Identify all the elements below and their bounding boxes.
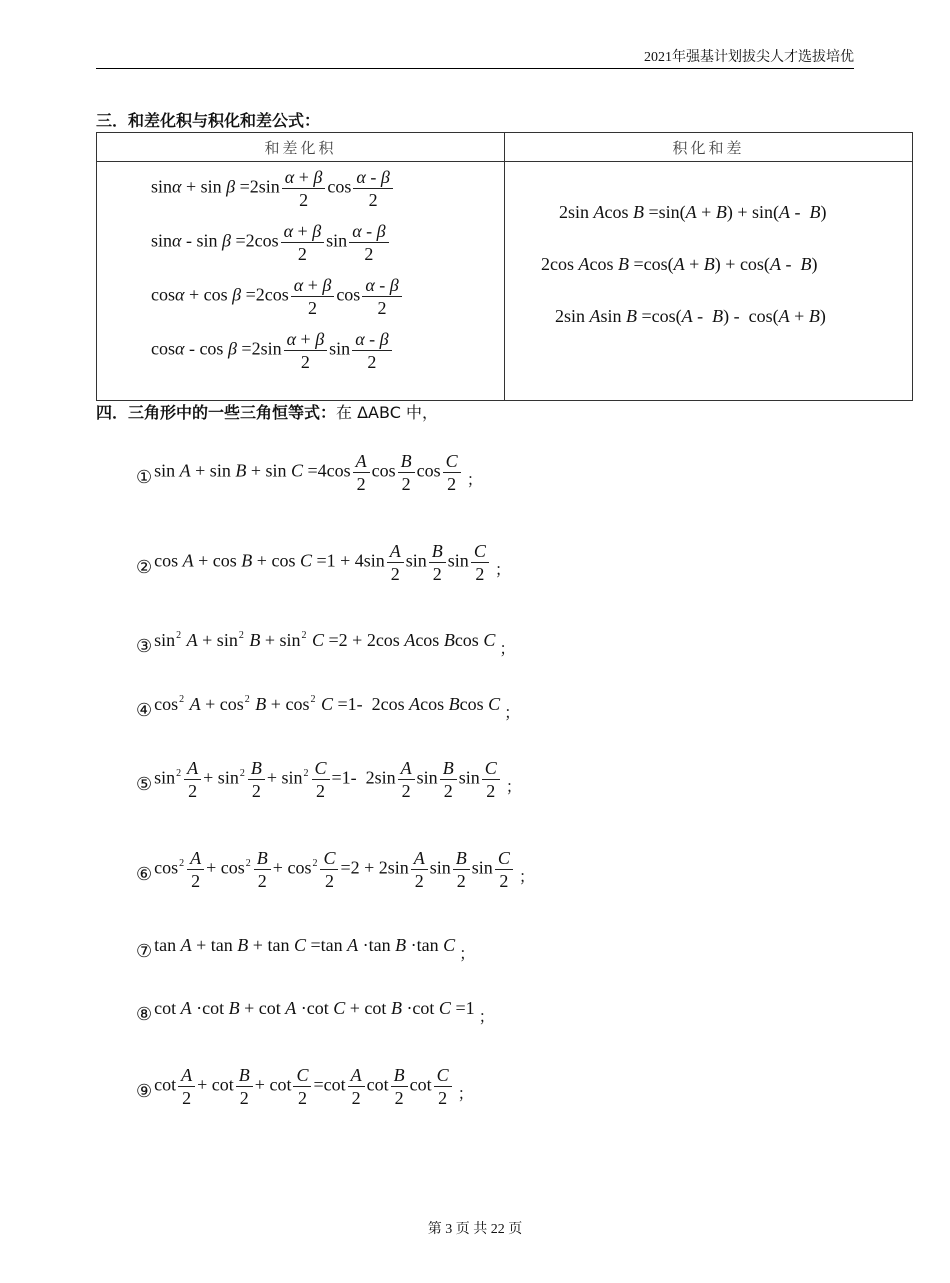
formula-cos-minus-cos: cosα - cos β =2sin $\frac{\alpha + \beta}{2}$ sin $\frac{\alpha - \beta}{2}$ <box>151 328 394 373</box>
marker-8: ⑧ <box>136 1004 153 1024</box>
formula-cos-plus-cos: cosα + cos β =2cos $\frac{\alpha + \beta}{2}$ cos $\frac{\alpha - \beta}{2}$ <box>151 274 404 319</box>
section-3-title: 三．和差化积与积化和差公式： <box>96 111 321 130</box>
semicolon: ； <box>518 866 535 886</box>
semicolon: ； <box>457 1083 474 1103</box>
formula-2sinAsinB: 2sin Asin B =cos(A - B) - cos(A + B) <box>555 306 826 326</box>
page-header <box>96 46 854 69</box>
identity-9: ⑨ cot $\frac{A}{2}$ + cot $\frac{B}{2}$ + cot $\frac{C}{2}$ =cot $\frac{A}{2}$ cot $\frac{B}{2}$ cot $\frac{C}{2}$ ； <box>136 1065 474 1108</box>
identity-2: ② cos A + cos B + cos C =1 + 4sin $\frac{A}{2}$ sin $\frac{B}{2}$ sin $\frac{C}{2}$ ； <box>136 541 511 584</box>
identity-3: ③ $\sin^2 A + \sin^2 B + \sin^2 C =2 + 2\cos$ Acos Bcos C ； <box>136 630 516 658</box>
semicolon: ； <box>494 559 511 579</box>
page-footer <box>0 1218 950 1238</box>
semicolon: ； <box>505 776 522 796</box>
page-number: 第 3 页 共 22 页 <box>427 1222 523 1237</box>
marker-5: ⑤ <box>136 773 153 794</box>
semicolon: ； <box>504 703 521 722</box>
section-4-title-text: 四．三角形中的一些三角恒等式： <box>96 403 337 422</box>
formula-sin-minus-sin: sinα - sin β =2cos $\frac{\alpha + \beta}{2}$ sin $\frac{\alpha - \beta}{2}$ <box>151 220 391 265</box>
formula-sin-plus-sin: sinα + sin β =2sin $\frac{\alpha + \beta}{2}$ cos $\frac{\alpha - \beta}{2}$ <box>151 166 395 211</box>
identity-6: ⑥ $\cos^2$ $\frac{A}{2}$ + $\cos^2$ $\frac{B}{2}$ + $\cos^2$ $\frac{C}{2}$ =2 + 2sin $\frac{A}{2}$ sin $\frac{B}{2}$ sin $\frac{C}{2}$ ； <box>136 848 535 891</box>
semicolon: ； <box>478 1007 495 1026</box>
marker-3: ③ <box>136 636 153 656</box>
semicolon: ； <box>459 944 476 963</box>
marker-7: ⑦ <box>136 941 153 961</box>
formula-2cosAcosB: 2cos Acos B =cos(A + B) + cos(A - B) <box>541 254 818 274</box>
marker-1: ① <box>136 466 153 487</box>
section-4-title <box>96 400 438 423</box>
marker-4: ④ <box>136 700 153 720</box>
semicolon: ； <box>499 639 516 658</box>
formula-2sinAcosB: 2sin Acos B =sin(A + B) + sin(A - B) <box>559 202 827 222</box>
marker-2: ② <box>136 556 153 577</box>
header-title: 2021年强基计划拔尖人才选拔培优 <box>644 50 854 65</box>
identity-1: ① sin A + sin B + sin C =4cos $\frac{A}{2}$ cos $\frac{B}{2}$ cos $\frac{C}{2}$ ； <box>136 451 483 494</box>
identity-7: ⑦ tan A + tan B + tan C =tan A ·tan B ·tan C ； <box>136 935 476 963</box>
sum-to-product-cell <box>97 162 505 401</box>
identity-4: ④ $\cos^2 A + \cos^2 B + \cos^2 C =1-$ 2cos Acos Bcos C ； <box>136 694 521 722</box>
section-4-intro: 在 ΔABC 中， <box>336 403 438 422</box>
col-header-sum-to-product: 和差化积 <box>97 133 505 162</box>
marker-6: ⑥ <box>136 863 153 884</box>
identity-5: ⑤ $\sin^2$ $\frac{A}{2}$ + $\sin^2$ $\frac{B}{2}$ + $\sin^2$ $\frac{C}{2}$ =1- 2sin $\frac{A}{2}$ sin $\frac{B}{2}$ sin $\frac{C}{2}$ ； <box>136 758 522 801</box>
col-header-product-to-sum: 积化和差 <box>505 133 913 162</box>
product-to-sum-cell <box>505 162 913 401</box>
semicolon: ； <box>466 469 483 489</box>
identity-8: ⑧ cot A ·cot B + cot A ·cot C + cot B ·cot C =1 ； <box>136 998 495 1026</box>
formula-table <box>96 132 913 401</box>
marker-9: ⑨ <box>136 1080 153 1101</box>
